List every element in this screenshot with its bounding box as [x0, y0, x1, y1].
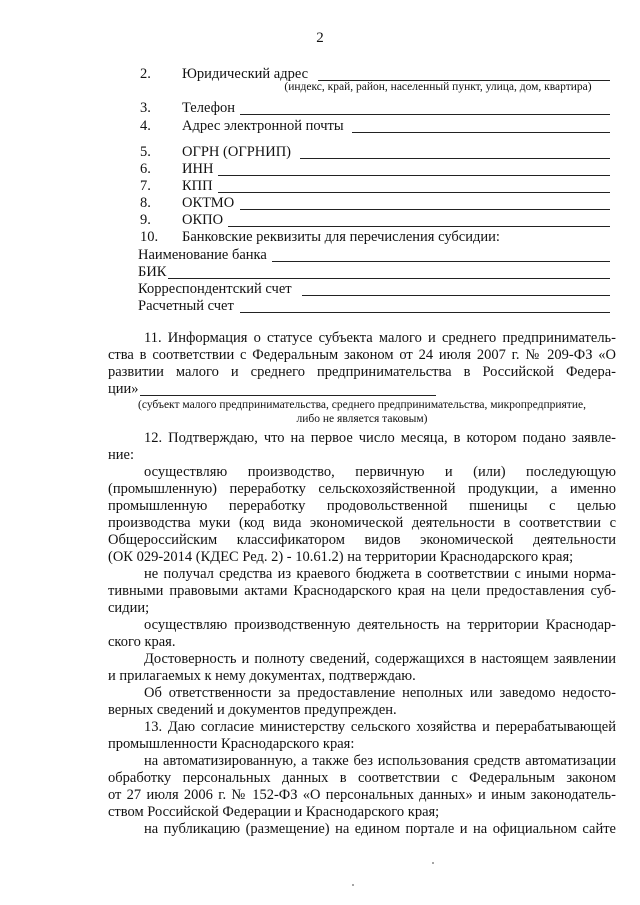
- fill-line-ogrn[interactable]: [300, 158, 610, 159]
- fill-line-account[interactable]: [240, 312, 610, 313]
- page-number: 2: [316, 30, 324, 46]
- fill-line-bik[interactable]: [168, 278, 610, 279]
- bank-field-label-name: Наименование банка: [138, 247, 267, 263]
- section13-line: на публикацию (размещение) на едином портале и на официальном сайте: [144, 821, 616, 837]
- section12-line: ского края.: [108, 634, 176, 650]
- section12-line: не получал средства из краевого бюджета в соответствии с иными норма-: [144, 566, 616, 582]
- section13-line: ством Российской Федерации и Краснодарского края;: [108, 804, 440, 820]
- section13-line: от 27 июля 2006 г. № 152-ФЗ «О персональных данных» и иным законодатель-: [108, 787, 616, 803]
- fill-line-phone[interactable]: [240, 114, 610, 115]
- field-number: 2.: [140, 66, 151, 82]
- bank-field-label-account: Расчетный счет: [138, 298, 234, 314]
- section12-line: Общероссийским классификатором видов экономической деятельности: [108, 532, 616, 548]
- section12-line: осуществляю производственную деятельность на территории Краснодар-: [144, 617, 616, 633]
- section12-line: Достоверность и полноту сведений, содержащихся в настоящем заявлении: [144, 651, 616, 667]
- field-label-email: Адрес электронной почты: [182, 118, 344, 134]
- fill-line-email[interactable]: [352, 132, 610, 133]
- field-number: 9.: [140, 212, 151, 228]
- fill-line-kpp[interactable]: [218, 192, 610, 193]
- field-label-okpo: ОКПО: [182, 212, 224, 228]
- section12-line: производства муки (код вида экономической деятельности в соответствии с: [108, 515, 616, 531]
- section12-line: промышленную переработку продовольственной пшеницы с целью: [108, 498, 616, 514]
- section13-line: на автоматизированную, а также без использования средств автоматизации: [144, 753, 616, 769]
- field-number: 10.: [140, 229, 159, 245]
- address-hint: (индекс, край, район, населенный пункт, улица, дом, квартира): [284, 81, 592, 93]
- section11-line: ции»: [108, 381, 139, 397]
- section11-line: ства в соответствии с Федеральным законом от 24 июля 2007 г. № 209-ФЗ «О: [108, 347, 616, 363]
- field-number: 6.: [140, 161, 151, 177]
- bank-field-label-corr-account: Корреспондентский счет: [138, 281, 292, 297]
- section12-line: сидии;: [108, 600, 150, 616]
- field-label-ogrn: ОГРН (ОГРНИП): [182, 144, 292, 160]
- fill-line-corr-account[interactable]: [302, 295, 610, 296]
- section12-line: ние:: [108, 447, 134, 463]
- fill-line-sme-status[interactable]: [140, 395, 436, 396]
- status-hint: (субъект малого предпринимательства, среднего предпринимательства, микропредприятие,: [138, 399, 586, 411]
- section13-line: промышленности Краснодарского края:: [108, 736, 355, 752]
- section12-line: Об ответственности за предоставление неполных или заведомо недосто-: [144, 685, 616, 701]
- fill-line-inn[interactable]: [218, 175, 610, 176]
- section12-line: 12. Подтверждаю, что на первое число месяца, в котором подано заявле-: [144, 430, 616, 446]
- section11-line: 11. Информация о статусе субъекта малого и среднего предприниматель-: [144, 330, 616, 346]
- field-number: 7.: [140, 178, 151, 194]
- section12-line: верных сведений и документов предупрежден.: [108, 702, 397, 718]
- section13-line: 13. Даю согласие министерству сельского хозяйства и перерабатывающей: [144, 719, 616, 735]
- fill-line-oktmo[interactable]: [240, 209, 610, 210]
- section11-line: развитии малого и среднего предпринимательства в Российской Федера-: [108, 364, 616, 380]
- field-number: 3.: [140, 100, 151, 116]
- section12-line: осуществляю производство, первичную и (или) последующую: [144, 464, 616, 480]
- status-hint: либо не является таковым): [296, 413, 428, 425]
- section12-line: (ОК 029-2014 (КДЕС Ред. 2) - 10.61.2) на территории Краснодарского края;: [108, 549, 574, 565]
- field-label-phone: Телефон: [182, 100, 235, 116]
- field-label-bank-details: Банковские реквизиты для перечисления субсидии:: [182, 229, 500, 245]
- field-number: 8.: [140, 195, 151, 211]
- scan-speck: [432, 862, 434, 864]
- fill-line-bank-name[interactable]: [272, 261, 610, 262]
- section12-line: (промышленную) переработку сельскохозяйственной продукции, а именно: [108, 481, 616, 497]
- field-number: 5.: [140, 144, 151, 160]
- bank-field-label-bik: БИК: [138, 264, 167, 280]
- fill-line-okpo[interactable]: [228, 226, 610, 227]
- section13-line: обработку персональных данных в соответствии с Федеральным законом: [108, 770, 616, 786]
- section12-line: тивными правовыми актами Краснодарского края на цели предоставления суб-: [108, 583, 616, 599]
- field-label-legal-address: Юридический адрес: [182, 66, 309, 82]
- section12-line: и прилагаемых к нему документах, подтверждаю.: [108, 668, 416, 684]
- scan-speck: [352, 884, 354, 886]
- field-label-oktmo: ОКТМО: [182, 195, 235, 211]
- field-label-kpp: КПП: [182, 178, 213, 194]
- field-number: 4.: [140, 118, 151, 134]
- field-label-inn: ИНН: [182, 161, 214, 177]
